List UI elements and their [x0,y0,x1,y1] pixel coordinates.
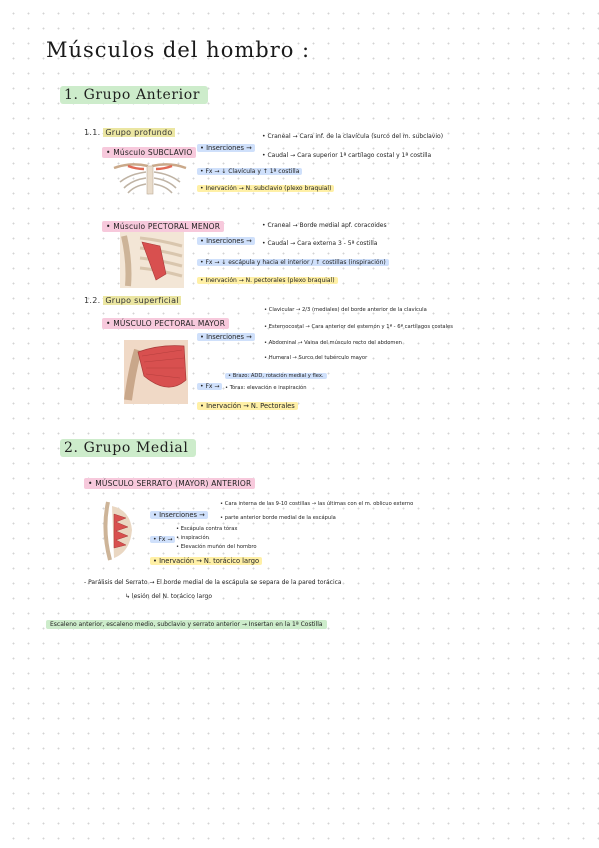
pectoral-menor-illustration [120,232,184,288]
funcion-elevacion-hombro: • Elevación muñón del hombro [176,544,257,550]
subsection-number: 1.2. [84,296,101,305]
muscle-name-pectoral-menor: • Músculo PECTORAL MENOR [102,221,224,232]
inserciones-label: • Inserciones → [197,144,255,152]
inervacion-serrato: • Inervación → N. torácico largo [150,557,262,565]
subsection-number: 1.1. [84,128,101,137]
serrato-anterior-illustration [100,500,136,562]
muscle-name-subclavio: • Músculo SUBCLAVIO [102,147,196,158]
funcion-pectoral-menor: • Fx → ↓ escápula y hacia el interior / ↑ costillas (inspiración) [197,259,389,266]
subsection-label: Grupo profundo [105,128,173,137]
insercion-caudal: • Caudal → Cara externa 3 - 5ª costilla [262,240,378,247]
subsection-label: Grupo superficial [105,296,179,305]
insercion-humeral: • Humeral → Surco del tubérculo mayor [264,355,368,361]
paralisis-serrato-note: - Parálisis del Serrato → El borde medial de la escápula se separa de la pared torácica [84,579,342,586]
section-heading-grupo-anterior: 1. Grupo Anterior [60,86,208,104]
summary-primera-costilla: Escaleno anterior, escaleno medio, subclavio y serrato anterior → Insertan en la 1ª Costilla [46,620,327,629]
inervacion-subclavio: • Inervación → N. subclavio (plexo braquial) [197,185,334,192]
inervacion-pectoral-menor: • Inervación → N. pectorales (plexo braquial) [197,277,338,284]
funcion-brazo: • Brazo: ADD, rotación medial y flex. [225,373,327,379]
paralisis-serrato-causa: ↳ lesión del N. torácico largo [125,593,213,600]
insercion-escapula: • parte anterior borde medial de la escápula [220,515,336,521]
funcion-serrato: • Fx → [150,536,175,543]
inserciones-label: • Inserciones → [197,333,255,341]
section-heading-grupo-medial: 2. Grupo Medial [60,439,196,457]
insercion-abdominal: • Abdominal → Vaina del músculo recto del abdomen [264,340,402,346]
funcion-inspiracion: • inspiración [176,535,209,541]
funcion-subclavio: • Fx → ↓ Clavícula y ↑ 1ª costilla [197,168,302,175]
subsection-grupo-profundo [84,128,175,137]
muscle-name-serrato-anterior: • MÚSCULO SERRATO (MAYOR) ANTERIOR [84,478,255,489]
inserciones-label: • Inserciones → [197,237,255,245]
muscle-name-pectoral-mayor: • MÚSCULO PECTORAL MAYOR [102,318,229,329]
insercion-craneal: • Craneal → Cara inf. de la clavícula (surco del m. subclavio) [262,133,444,140]
inserciones-label: • Inserciones → [150,511,208,519]
funcion-torax: • Tórax: elevación e inspiración [225,385,307,391]
ribcage-subclavio-illustration [110,160,190,196]
funcion-pectoral-mayor: • Fx → [197,383,222,390]
insercion-clavicular: • Clavicular → 2/3 (mediales) del borde anterior de la clavícula [264,307,427,313]
insercion-costillas: • Cara interna de las 9-10 costillas → las últimas con el m. oblicuo externo [220,501,414,507]
insercion-esternocostal: • Esternocostal → Cara anterior del esternón y 1ª - 6ª cartílagos costales [264,324,453,330]
funcion-escapula-torax: • Escápula contra tórax [176,526,238,532]
insercion-caudal: • Caudal → Cara superior 1ª cartílago costal y 1ª costilla [262,152,432,159]
pectoral-mayor-illustration [124,340,188,404]
subsection-grupo-superficial [84,296,181,305]
page-title: Músculos del hombro : [46,38,311,62]
inervacion-pectoral-mayor: • Inervación → N. Pectorales [197,402,298,410]
insercion-craneal: • Craneal → Borde medial apf. coracoides [262,222,387,229]
